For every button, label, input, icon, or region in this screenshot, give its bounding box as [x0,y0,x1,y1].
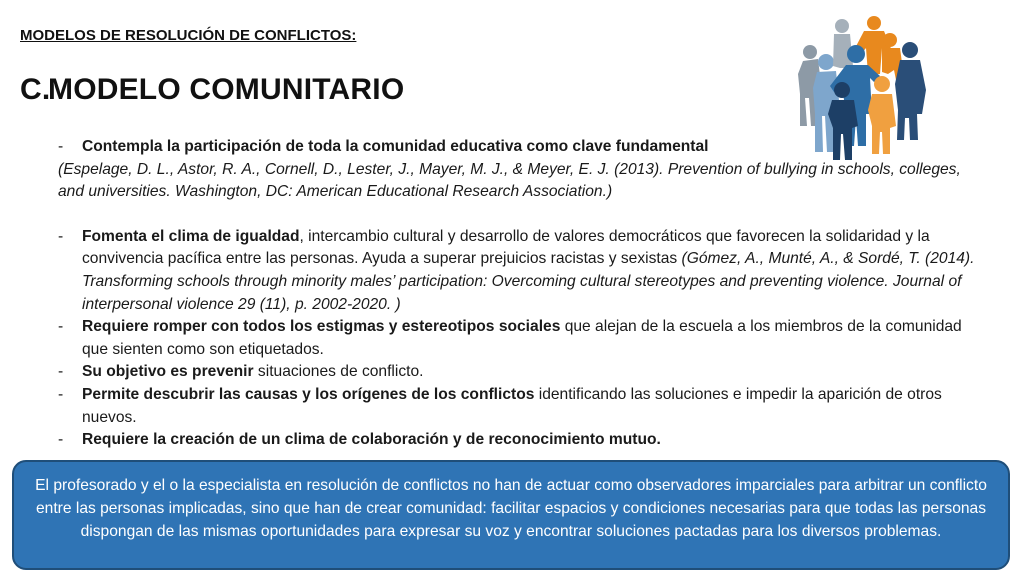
list-item [58,361,978,384]
bullet-text: , intercambio cultural y desarrollo de valores democráticos que favorecen la solidaridad y la convivencia pacífica entre las personas. Ayuda a superar prejuicios racistas y sexistas [82,227,930,268]
bullet-bold-text: Fomenta el clima de igualdad [82,227,300,245]
section-subtitle: MODELOS DE RESOLUCIÓN DE CONFLICTOS: [20,27,357,44]
list-item [58,226,978,316]
list-item [58,316,978,361]
bullet-dash: - [58,318,64,336]
list-item [58,384,978,429]
title-text: MODELO COMUNITARIO [48,73,405,106]
bullet-dash: - [58,363,64,381]
citation-gomez: (Gómez, A., Munté, A., & Sordé, T. (2014). Transforming schools through minority males’ participation: Overcoming cultural stereotypes and preventing violence. Journal of interpersonal violence 29 (11), p. 2002-2020. ) [82,250,975,313]
citation-espelage: (Espelage, D. L., Astor, R. A., Cornell, D., Lester, J., Mayer, M. J., & Meyer, E. J. (2013). Prevention of bullying in schools, colleges, and universities. Washington, DC: American Educational Research Association.) [58,160,961,201]
bullet-bold-text: Su objetivo es prevenir [82,363,254,381]
bullet-dash: - [58,385,64,403]
bullet-bold-text: Permite descubrir las causas y los orígenes de los conflictos [82,385,535,403]
bullet-dash: - [58,227,64,245]
bullet-bold-text: Contempla la participación de toda la comunidad educativa como clave fundamental [82,138,709,155]
callout-text: El profesorado y el o la especialista en resolución de conflictos no han de actuar como observadores imparciales para arbitrar un conflicto entre las personas implicadas, sino que han de crear comunidad: facilitar espacios y condiciones necesarias para que todas las personas dispongan de las mismas oportunidades para expresar su voz y encontrar soluciones pactadas para los diversos problemas. [35,477,987,540]
list-item [58,429,978,452]
bullet-bold-text: Requiere la creación de un clima de colaboración y de reconocimiento mutuo. [82,431,661,449]
bullet-text: que alejan de la escuela a los miembros de la comunidad que sienten como son etiquetados. [82,318,962,358]
title-letter: C. [20,73,51,106]
bullet-bold-text: Requiere romper con todos los estigmas y estereotipos sociales [82,318,561,336]
bullet-text: identificando las soluciones e impedir la aparición de otros nuevos. [82,385,942,426]
bullet-list [58,136,978,452]
callout-box [12,460,1010,570]
bullet-dash: - [58,138,64,155]
page-title [20,73,404,107]
bullet-text: situaciones de conflicto. [253,363,424,381]
list-item [58,136,978,159]
bullet-dash: - [58,431,64,449]
